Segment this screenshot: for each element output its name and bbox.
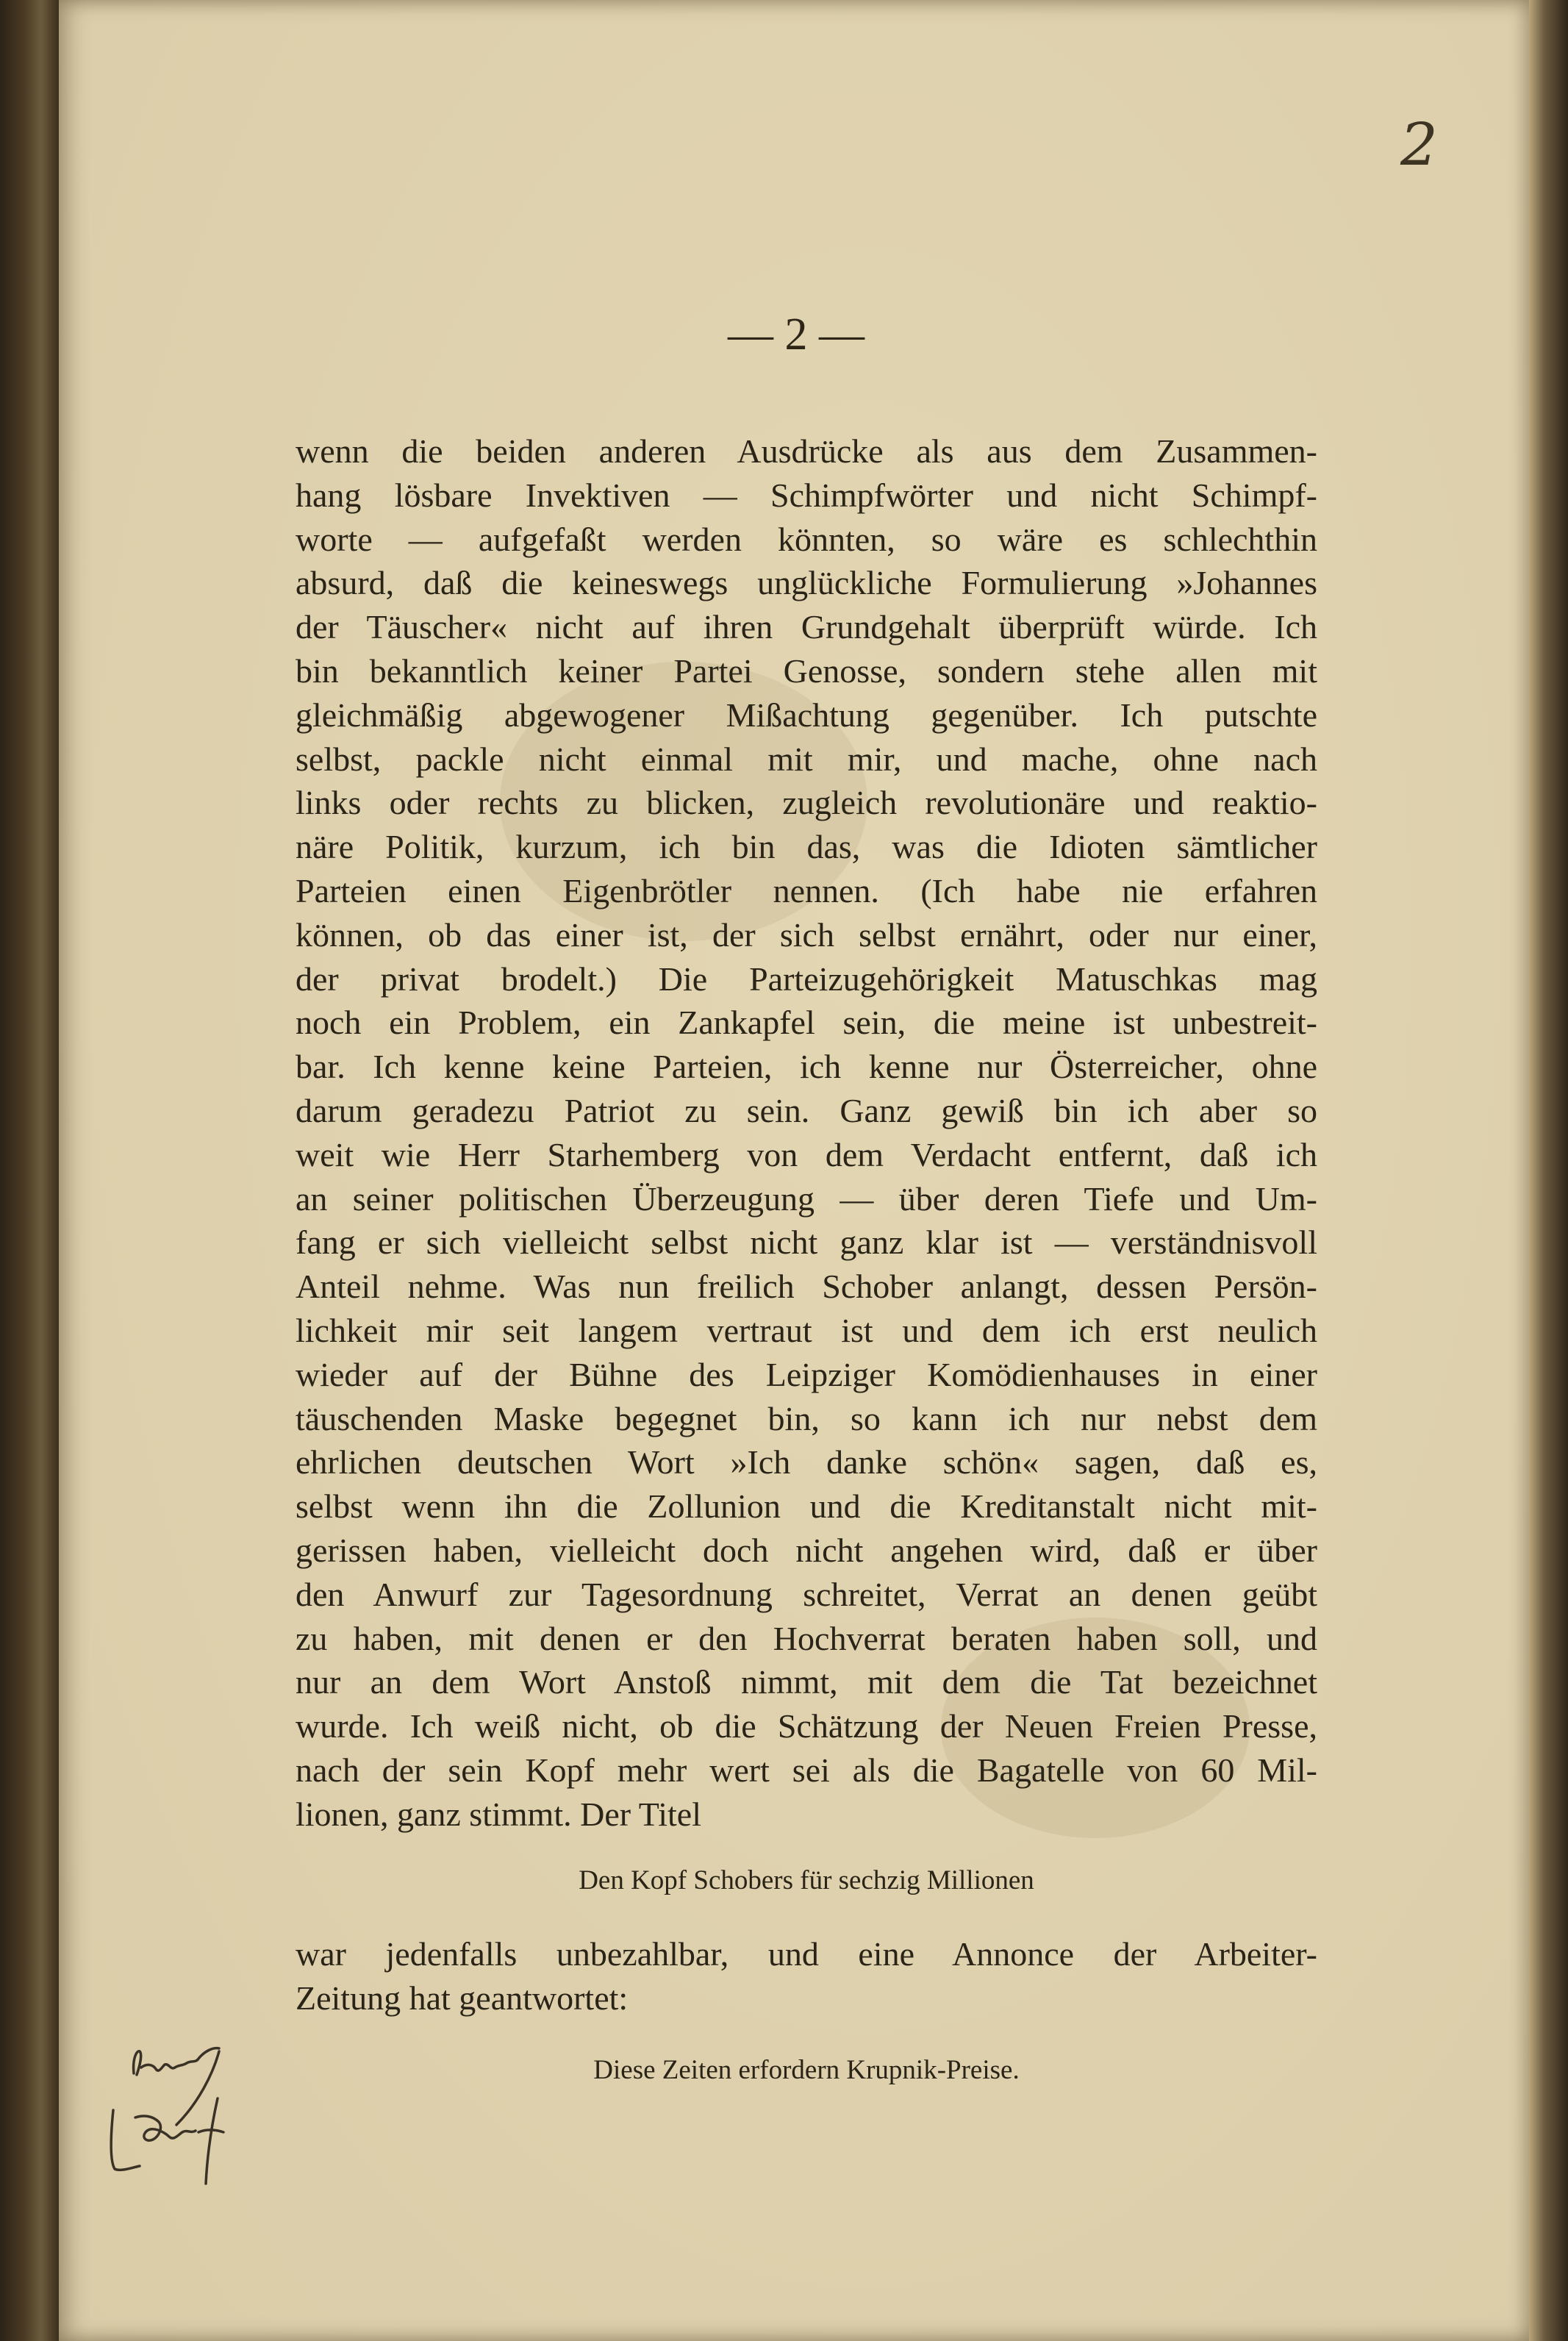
text-line: näre Politik, kurzum, ich bin das, was die Idioten sämtlicher [296,828,1317,866]
text-line: wurde. Ich weiß nicht, ob die Schätzung der Neuen Freien Presse, [296,1707,1317,1745]
text-line: der Täuscher« nicht auf ihren Grundgehalt überprüft würde. Ich [296,608,1317,646]
text-line: wenn die beiden anderen Ausdrücke als aus dem Zusammen- [296,432,1317,470]
text-line: Parteien einen Eigenbrötler nennen. (Ich habe nie erfahren [296,871,1317,909]
text-line: der privat brodelt.) Die Parteizugehörigkeit Matuschkas mag [296,959,1317,998]
text-line: täuschenden Maske begegnet bin, so kann ich nur nebst dem [296,1399,1317,1437]
text-line: absurd, daß die keineswegs unglückliche Formulierung »Johannes [296,564,1317,602]
text-line: gerissen haben, vielleicht doch nicht angehen wird, daß er über [296,1531,1317,1569]
closing-paragraph [296,1932,1317,2020]
text-line: Zeitung hat geantwortet: [296,1979,629,2017]
text-line: nur an dem Wort Anstoß nimmt, mit dem die Tat bezeichnet [296,1663,1317,1701]
text-line: gleichmäßig abgewogener Mißachtung gegenüber. Ich putschte [296,696,1317,734]
text-line: selbst wenn ihn die Zollunion und die Kreditanstalt nicht mit- [296,1487,1317,1526]
text-line: bin bekanntlich keiner Partei Genosse, sondern stehe allen mit [296,651,1317,690]
text-line: nach der sein Kopf mehr wert sei als die Bagatelle von 60 Mil- [296,1751,1317,1789]
page-edge [1529,0,1568,2341]
quoted-headline: Den Kopf Schobers für sechzig Millionen [579,1865,1034,1895]
text-line: noch ein Problem, ein Zankapfel sein, die meine ist unbestreit- [296,1004,1317,1042]
text-line: lichkeit mir seit langem vertraut ist und dem ich erst neulich [296,1311,1317,1349]
text-line: war jedenfalls unbezahlbar, und eine Annonce der Arbeiter- [296,1935,1317,1973]
text-line: Anteil nehme. Was nun freilich Schober anlangt, dessen Persön- [296,1268,1317,1306]
text-line: zu haben, mit denen er den Hochverrat beraten haben soll, und [296,1619,1317,1657]
body-paragraph [296,429,1317,1837]
quoted-advertisement: Diese Zeiten erfordern Krupnik-Preise. [593,2055,1020,2085]
text-line: weit wie Herr Starhemberg von dem Verdacht entfernt, daß ich [296,1135,1317,1173]
text-line: wieder auf der Bühne des Leipziger Komödienhauses in einer [296,1355,1317,1393]
text-line: worte — aufgefaßt werden könnten, so wäre es schlechthin [296,520,1317,558]
handwritten-folio-number: 2 [1400,110,1438,179]
text-line: lionen, ganz stimmt. Der Titel [296,1795,701,1833]
text-line: ehrlichen deutschen Wort »Ich danke schön« sagen, daß es, [296,1443,1317,1482]
text-line: können, ob das einer ist, der sich selbst ernährt, oder nur einer, [296,915,1317,954]
page-number: — 2 — [728,310,864,360]
text-line: an seiner politischen Überzeugung — über deren Tiefe und Um- [296,1179,1317,1218]
text-line: den Anwurf zur Tagesordnung schreitet, Verrat an denen geübt [296,1575,1317,1613]
text-line: darum geradezu Patriot zu sein. Ganz gewiß bin ich aber so [296,1091,1317,1129]
handwritten-marginal-note [88,2022,265,2191]
text-line: hang lösbare Invektiven — Schimpfwörter und nicht Schimpf- [296,476,1317,514]
text-line: links oder rechts zu blicken, zugleich revolutionäre und reaktio- [296,784,1317,822]
book-binding [0,0,59,2341]
text-line: bar. Ich kenne keine Parteien, ich kenne nur Österreicher, ohne [296,1048,1317,1086]
text-line: fang er sich vielleicht selbst nicht ganz klar ist — verständnisvoll [296,1223,1317,1262]
text-line: selbst, packle nicht einmal mit mir, und mache, ohne nach [296,740,1317,778]
